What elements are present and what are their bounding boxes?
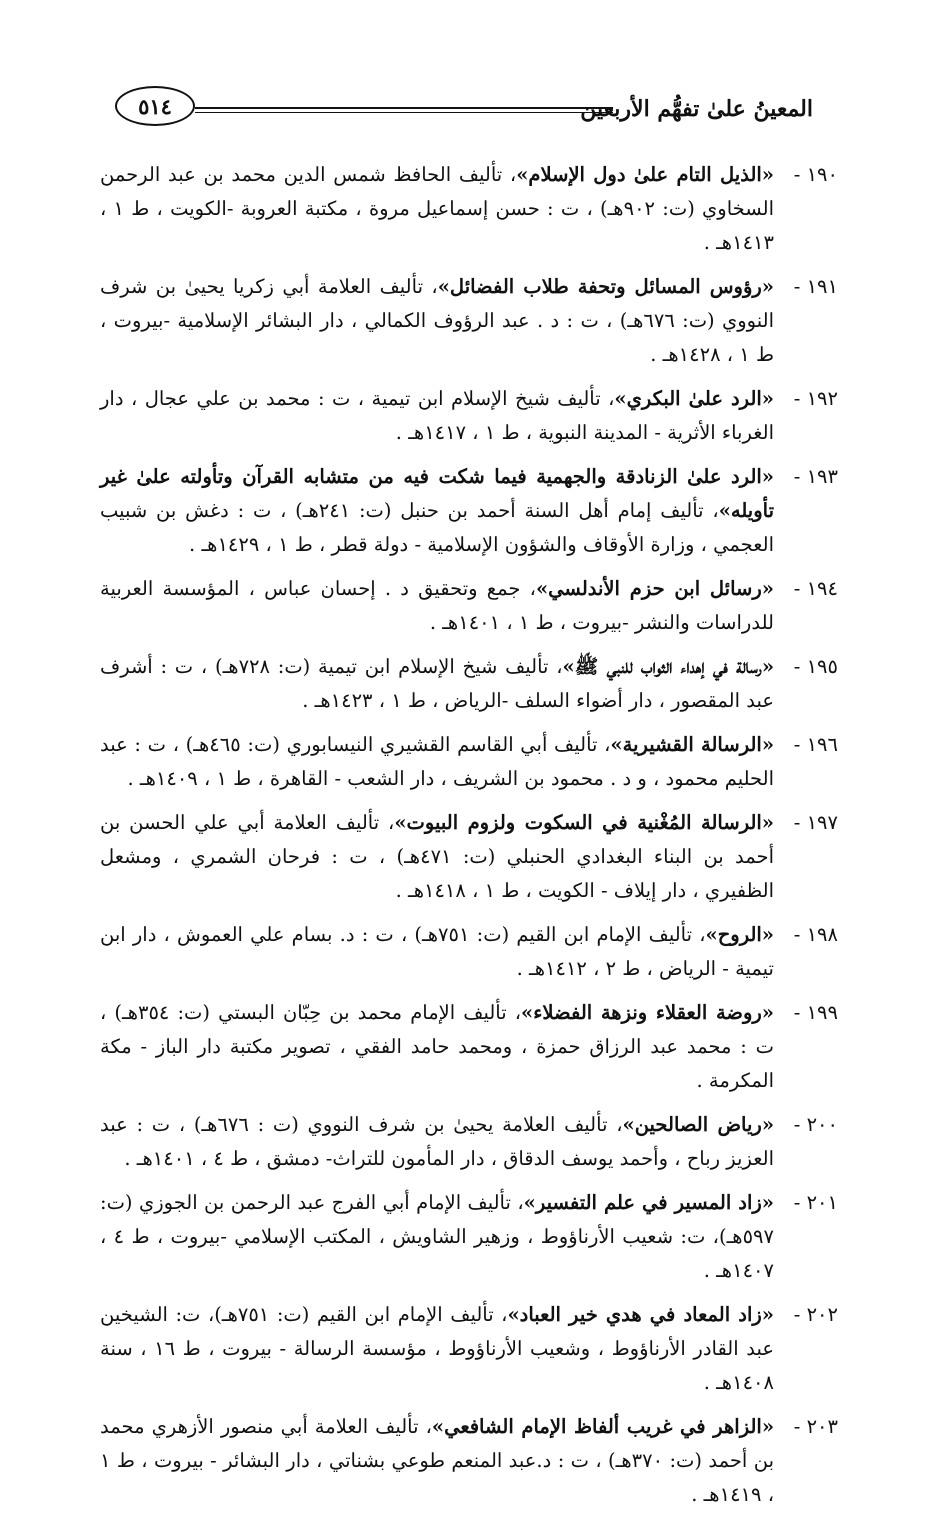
entry-title: «رياض الصالحين» (622, 1113, 775, 1136)
bibliography-entry (100, 572, 838, 640)
entry-title: «زاد المعاد في هدي خير العباد» (507, 1303, 774, 1326)
entry-number: ١٩٦ - (793, 733, 838, 756)
bibliography-entry (100, 1410, 838, 1512)
page-number: ٥١٤ (115, 86, 195, 126)
entry-title: «رسالة في إهداء الثواب للنبي ﷺ» (562, 655, 775, 678)
bibliography-entry (100, 1298, 838, 1400)
entry-text (100, 1303, 774, 1394)
entry-title: «رسائل ابن حزم الأندلسي» (535, 577, 774, 600)
bibliography-entry (100, 158, 838, 260)
running-title: المعينُ علىٰ تفهُّم الأربعين (580, 96, 813, 122)
entry-number: ١٩٨ - (793, 923, 838, 946)
entry-text (100, 811, 774, 902)
header-rule-thin (195, 112, 613, 113)
entry-text (100, 1191, 774, 1282)
entry-text (100, 923, 774, 980)
entry-number: ٢٠٢ - (793, 1303, 838, 1326)
entry-details: ، تأليف العلامة أبي علي الحسن بن أحمد بن البناء البغدادي الحنبلي (ت: ٤٧١هـ) ، ت : فرحان الشمري ، ومشعل الظفيري ، دار إيلاف - الكويت ، ط ١ ، ١٤١٨هـ . (100, 811, 775, 902)
entry-number: ١٩٠ - (793, 163, 838, 186)
entry-number: ١٩٧ - (793, 811, 838, 834)
entry-title: «الرد علىٰ البكري» (614, 387, 774, 410)
entry-text (100, 387, 774, 444)
entry-title: «الذيل التام علىٰ دول الإسلام» (516, 163, 774, 186)
entry-text (100, 465, 774, 556)
entry-title: «الروح» (705, 923, 774, 946)
bibliography-list (100, 158, 838, 1522)
entry-details: ، تأليف العلامة أبي زكريا يحيىٰ بن شرف النووي (ت: ٦٧٦هـ) ، ت : د . عبد الرؤوف الكمالي ، دار البشائر الإسلامية -بيروت ، ط ١ ، ١٤٢٨هـ . (100, 275, 774, 366)
bibliography-entry (100, 996, 838, 1098)
entry-details: ، تأليف شيخ الإسلام ابن تيمية (ت: ٧٢٨هـ) ، ت : أشرف عبد المقصور ، دار أضواء السلف -الرياض ، ط ١ ، ١٤٢٣هـ . (100, 655, 774, 712)
entry-text (100, 275, 774, 366)
entry-text (100, 1113, 774, 1170)
entry-number: ٢٠٠ - (793, 1113, 838, 1136)
bibliography-entry (100, 1186, 838, 1288)
entry-text (100, 1001, 774, 1092)
entry-title: «الرد علىٰ الزنادقة والجهمية فيما شكت فيه من متشابه القرآن وتأولته علىٰ غير تأويله» (100, 465, 774, 522)
page-header (95, 86, 843, 136)
bibliography-entry (100, 460, 838, 562)
entry-details: ، تأليف إمام أهل السنة أحمد بن حنبل (ت: ٢٤١هـ) ، ت : دغش بن شبيب العجمي ، وزارة الأوقاف والشؤون الإسلامية - دولة قطر ، ط ١ ، ١٤٢٩هـ . (100, 499, 774, 556)
entry-details: ، جمع وتحقيق د . إحسان عباس ، المؤسسة العربية للدراسات والنشر -بيروت ، ط ١ ، ١٤٠١هـ . (100, 577, 774, 634)
entry-details: ، تأليف الحافظ شمس الدين محمد بن عبد الرحمن السخاوي (ت: ٩٠٢هـ) ، ت : حسن إسماعيل مروة ، مكتبة العروبة -الكويت ، ط ١ ، ١٤١٣هـ . (100, 163, 775, 254)
bibliography-entry (100, 918, 838, 986)
entry-title: «روضة العقلاء ونزهة الفضلاء» (521, 1001, 774, 1024)
bibliography-entry (100, 728, 838, 796)
entry-details: ، تأليف العلامة يحيىٰ بن شرف النووي (ت : ٦٧٦هـ) ، ت : عبد العزيز رباح ، وأحمد يوسف الدقاق ، دار المأمون للتراث- دمشق ، ط ٤ ، ١٤٠١هـ . (100, 1113, 774, 1170)
bibliography-entry (100, 806, 838, 908)
entry-number: ١٩٤ - (793, 577, 838, 600)
entry-title: «الرسالة القشيرية» (610, 733, 775, 756)
entry-title: «الزاهر في غريب ألفاظ الإمام الشافعي» (431, 1415, 775, 1438)
bibliography-entry (100, 650, 838, 718)
bibliography-entry (100, 382, 838, 450)
entry-text (100, 655, 774, 712)
entry-details: ، تأليف الإمام أبي الفرج عبد الرحمن بن الجوزي (ت: ٥٩٧هـ)، ت: شعيب الأرناؤوط ، وزهير الشاويش ، المكتب الإسلامي -بيروت ، ط ٤ ، ١٤٠٧هـ . (100, 1191, 774, 1282)
entry-title: «رؤوس المسائل وتحفة طلاب الفضائل» (437, 275, 774, 298)
entry-number: ٢٠١ - (793, 1191, 838, 1214)
bibliography-entry (100, 1108, 838, 1176)
header-rule (195, 107, 613, 109)
entry-number: ٢٠٣ - (793, 1415, 838, 1438)
entry-number: ١٩٣ - (793, 465, 838, 488)
bibliography-entry (100, 270, 838, 372)
entry-number: ١٩٥ - (793, 655, 838, 678)
entry-title: «الرسالة المُغْنية في السكوت ولزوم البيوت» (394, 811, 774, 834)
entry-number: ١٩١ - (793, 275, 838, 298)
entry-title: «زاد المسير في علم التفسير» (523, 1191, 774, 1214)
entry-details: ، تأليف الإمام ابن القيم (ت: ٧٥١هـ)، ت: الشيخين عبد القادر الأرناؤوط ، وشعيب الأرناؤوط ، مؤسسة الرسالة - بيروت ، ط ١٦ ، سنة ١٤٠٨هـ . (100, 1303, 774, 1394)
entry-details: ، تأليف الإمام محمد بن حِبّان البستي (ت: ٣٥٤هـ) ، ت : محمد عبد الرزاق حمزة ، ومحمد حامد الفقي ، تصوير مكتبة دار الباز - مكة المكرمة . (100, 1001, 774, 1092)
entry-number: ١٩٢ - (793, 387, 838, 410)
entry-details: ، تأليف العلامة أبي منصور الأزهري محمد بن أحمد (ت: ٣٧٠هـ) ، ت : د.عبد المنعم طوعي بشناتي ، دار البشائر - بيروت ، ط ١ ، ١٤١٩هـ . (100, 1415, 774, 1506)
entry-text (100, 1415, 774, 1506)
entry-details: ، تأليف شيخ الإسلام ابن تيمية ، ت : محمد بن علي عجال ، دار الغرباء الأثرية - المدينة النبوية ، ط ١ ، ١٤١٧هـ . (100, 387, 774, 444)
entry-text (100, 577, 774, 634)
entry-text (100, 163, 774, 254)
entry-number: ١٩٩ - (793, 1001, 838, 1024)
entry-details: ، تأليف الإمام ابن القيم (ت: ٧٥١هـ) ، ت : د. بسام علي العموش ، دار ابن تيمية - الرياض ، ط ٢ ، ١٤١٢هـ . (100, 923, 774, 980)
entry-text (100, 733, 774, 790)
entry-details: ، تأليف أبي القاسم القشيري النيسابوري (ت: ٤٦٥هـ) ، ت : عبد الحليم محمود ، و د . محمود بن الشريف ، دار الشعب - القاهرة ، ط ١ ، ١٤٠٩هـ . (100, 733, 774, 790)
